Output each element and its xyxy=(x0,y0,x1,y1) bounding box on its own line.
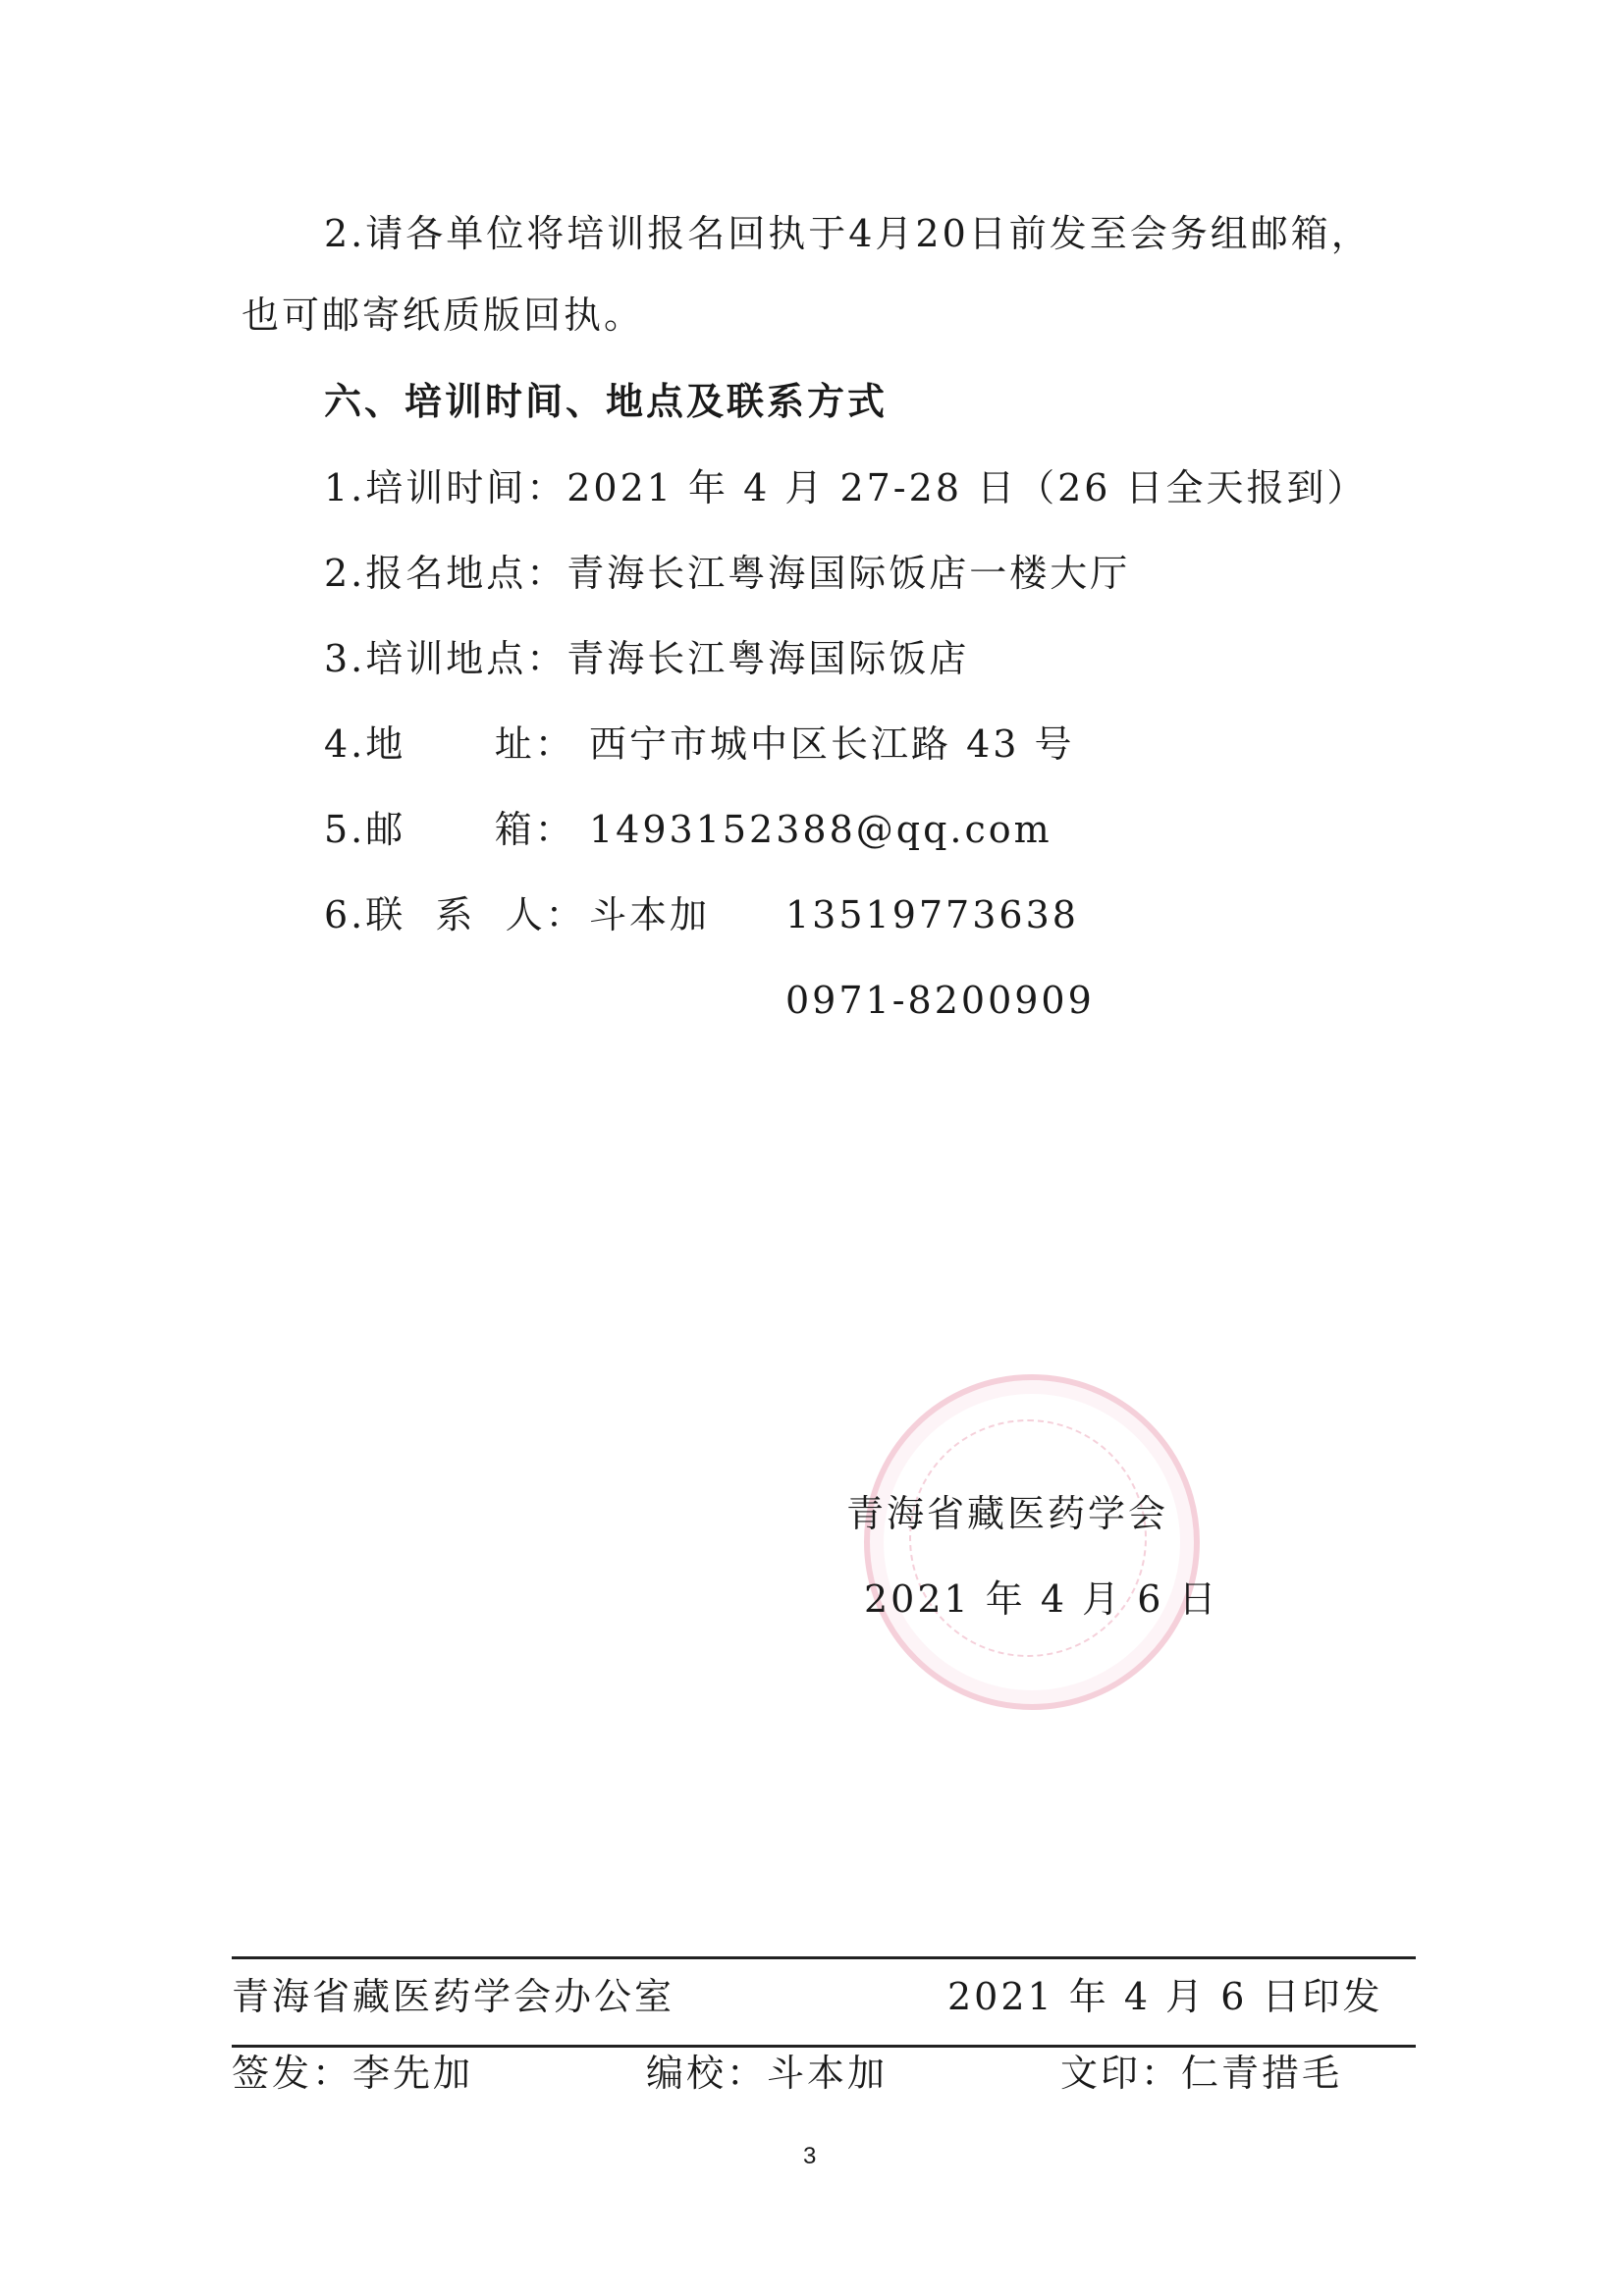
section-6-heading: 六、培训时间、地点及联系方式 xyxy=(324,379,889,423)
footer-middle-rule xyxy=(232,2045,1416,2048)
footer-proofreader: 编校：斗本加 xyxy=(646,2052,889,2095)
item-email-value: 1493152388@qq.com xyxy=(589,808,1052,851)
footer-typist: 文印：仁青措毛 xyxy=(1060,2052,1343,2095)
item-email-label: 5.邮 箱： xyxy=(324,808,575,851)
page-number: 3 xyxy=(803,2143,817,2169)
footer-office: 青海省藏医药学会办公室 xyxy=(232,1975,675,2018)
item-address-value: 西宁市城中区长江路 43 号 xyxy=(589,722,1075,766)
item-contact-phone-landline: 0971-8200909 xyxy=(785,979,1095,1022)
item-contact-phone-mobile: 13519773638 xyxy=(785,893,1079,936)
paragraph-2-line-2: 也可邮寄纸质版回执。 xyxy=(242,294,645,337)
item-training-location: 3.培训地点：青海长江粤海国际饭店 xyxy=(324,637,970,680)
footer-print-date: 2021 年 4 月 6 日印发 xyxy=(947,1975,1383,2018)
footer-top-rule xyxy=(232,1956,1416,1959)
item-contact-name: 斗本加 xyxy=(589,893,711,936)
signature-organization: 青海省藏医药学会 xyxy=(846,1492,1169,1535)
signature-date: 2021 年 4 月 6 日 xyxy=(864,1577,1219,1621)
footer-signer: 签发：李先加 xyxy=(232,2052,474,2095)
item-address-label: 4.地 址： xyxy=(324,722,575,766)
paragraph-2-line-1: 2.请各单位将培训报名回执于4月20日前发至会务组邮箱， xyxy=(324,212,1372,255)
item-training-time: 1.培训时间：2021 年 4 月 27-28 日（26 日全天报到） xyxy=(324,466,1368,509)
item-contact-label: 6.联 系 人： xyxy=(324,893,586,936)
official-seal-stamp xyxy=(864,1374,1200,1710)
item-registration-location: 2.报名地点：青海长江粤海国际饭店一楼大厅 xyxy=(324,552,1131,595)
